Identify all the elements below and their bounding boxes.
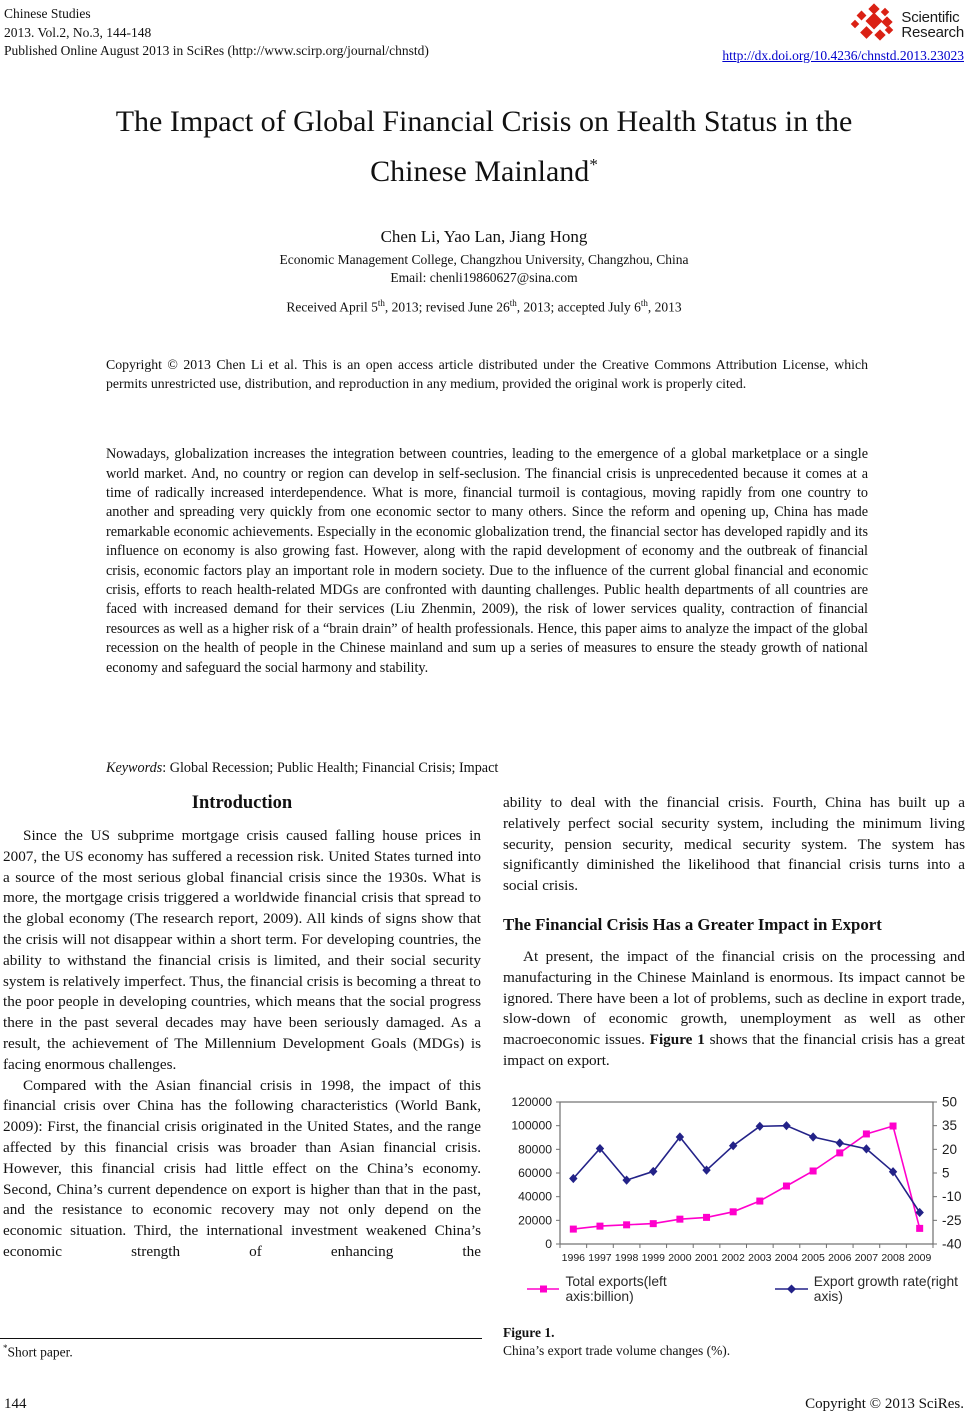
section-heading-export: The Financial Crisis Has a Greater Impact in Export [503, 914, 882, 934]
abstract: Nowadays, globalization increases the integration between countries, leading to the emergence of a global marketplace or a single world market. And, no country or region can develop in self-seclusion. The financial crisis is unprecedented because it comes at a time of radically increased interdependence. What is more, financial turmoil is contagious, moving rapidly from one country to another and spreading very quickly from one economic sector to many others. Since the reform and opening up, China has made remarkable economic achievements. Especially in the economic globalization trend, the financial sector has developed rapidly and its influence on economy is also growing fast. However, along with the rapid development of economy and the outbreak of financial crisis, economic factors play an important role in modern society. Due to the influence of the current global financial and economic crisis, efforts to reach health-related MDGs are confronted with daunting challenges. Public health departments of all countries are faced with increased demand for their services (Liu Zhenmin, 2009), the risk of lower services quality, contraction of financial resources as well as a higher risk of a “brain drain” of health professionals. Hence, this paper aims to analyze the impact of the global recession on the health of people in the Chinese mainland and sum up a series of measures to ensure the steady growth of national economy and safeguard the social harmony and stability. [106, 446, 868, 676]
svg-text:60000: 60000 [518, 1165, 552, 1180]
page-number: 144 [4, 1396, 27, 1412]
legend-item-growth-rate [775, 1274, 965, 1304]
figure-label: Figure 1. [503, 1324, 555, 1340]
export-paragraph: At present, the impact of the financial crisis on the processing and manufacturing in the Chinese Mainland is enormous. Its impact cannot be ignored. There have been a lot of problems, such as decline in export trade, slow-down of economic growth, unemployment as well as other macroeconomic issues. Figure 1 shows that the financial crisis has a great impact on export. [503, 947, 966, 1069]
svg-text:2002: 2002 [721, 1251, 745, 1264]
journal-published: Published Online August 2013 in SciRes (http://www.scirp.org/journal/chnstd) [4, 43, 429, 59]
logo-diamond [861, 26, 874, 39]
svg-text:1997: 1997 [588, 1251, 612, 1264]
title-footnote-marker: * [589, 155, 598, 174]
svg-text:2004: 2004 [774, 1251, 799, 1264]
svg-text:100000: 100000 [511, 1118, 552, 1133]
chart-legend [503, 1274, 965, 1304]
svg-text:50: 50 [942, 1094, 958, 1110]
page-footer [4, 1396, 964, 1413]
introduction-paragraph-1: Since the US subprime mortgage crisis caused falling house prices in 2007, the US economy has suffered a recession risk. United States turned into a source of the most serious global financial crisis since the 1930s. What is more, the mortgage crisis triggered a worldwide financial crisis that spread to the global economy (The research report, 2009). All kinds of signs show that the crisis will not disappear within a short term. For developing countries, the ability to withstand the financial crisis is limited, and their social security system is relatively imperfect. Thus, the financial crisis is becoming a threat to the poor people in developing countries, which means that the social progress there in the past several decades may have been seriously damaged. As a result, the achievement of The Millennium Development Goals (MDGs) is facing enormous challenges. [3, 827, 481, 1073]
svg-text:-25: -25 [942, 1212, 962, 1228]
email-line: Email: chenli19860627@sina.com [390, 270, 578, 285]
journal-header [4, 5, 964, 64]
logo-diamond [885, 26, 893, 34]
scientific-research-logo [852, 5, 896, 45]
svg-text:120000: 120000 [511, 1094, 552, 1109]
svg-text:20000: 20000 [518, 1213, 552, 1228]
left-column [3, 793, 481, 1263]
svg-text:20: 20 [942, 1141, 958, 1157]
svg-text:1999: 1999 [641, 1251, 665, 1264]
svg-text:5: 5 [942, 1165, 950, 1181]
svg-text:2008: 2008 [881, 1251, 905, 1264]
right-column [503, 793, 965, 1360]
legend-label-growth-rate: Export growth rate(right axis) [813, 1273, 958, 1304]
figure-reference: Figure 1 [649, 1031, 705, 1049]
journal-name: Chinese Studies [4, 6, 91, 21]
affiliation: Economic Management College, Changzhou University, Changzhou, China [279, 252, 689, 267]
svg-text:40000: 40000 [518, 1189, 552, 1204]
logo-diamond [851, 20, 859, 28]
legend-label-total-exports: Total exports(left axis:billion) [565, 1273, 667, 1304]
logo-diamond [857, 11, 867, 21]
svg-text:1998: 1998 [614, 1251, 639, 1264]
journal-issue: 2013. Vol.2, No.3, 144-148 [4, 24, 152, 40]
svg-text:35: 35 [942, 1117, 958, 1133]
journal-info [4, 5, 429, 64]
introduction-paragraph-2: Compared with the Asian financial crisis in 1998, the impact of this financial crisis over China has the following characteristics (World Bank, 2009): First, the financial crisis originated in the United States, and the range affected by this financial crisis was broader than Asian financial crisis. However, this financial crisis had little effect on the China’s economy. Second, China’s current dependence on export is higher than that in the past, and the resistance to economic recovery may not only depend on the economic situation. Third, the international investment weakened China’s economic strength of enhancing the [3, 1076, 481, 1260]
license-note: Copyright © 2013 Chen Li et al. This is an open access article distributed under the Creative Commons Attribution License, which permits unrestricted use, distribution, and reproduction in any medium, provided the original work is properly cited. [106, 356, 868, 392]
svg-text:-10: -10 [942, 1188, 962, 1204]
received-line: Received April 5th, 2013; revised June 26th, 2013; accepted July 6th, 2013 [286, 298, 682, 315]
svg-text:2007: 2007 [854, 1251, 879, 1264]
keywords-line: Keywords: Global Recession; Public Health; Financial Crisis; Impact [106, 760, 499, 777]
figure-1 [503, 1094, 965, 1360]
footer-copyright: Copyright © 2013 SciRes. [805, 1396, 964, 1412]
doi-link[interactable]: http://dx.doi.org/10.4236/chnstd.2013.23023 [722, 48, 964, 63]
svg-text:80000: 80000 [518, 1142, 552, 1157]
svg-text:2001: 2001 [694, 1251, 719, 1264]
svg-text:2006: 2006 [828, 1251, 852, 1264]
publisher-logo-row [722, 5, 964, 45]
svg-text:2000: 2000 [668, 1251, 692, 1264]
svg-text:2003: 2003 [748, 1251, 772, 1264]
figure1-chart-svg [503, 1094, 965, 1270]
publisher-name: Scientific Research [901, 8, 964, 41]
legend-swatch-total-exports [527, 1284, 559, 1294]
legend-item-total-exports [527, 1274, 713, 1304]
continuation-paragraph: ability to deal with the financial crisis. Fourth, China has built up a relatively perfect social security system, including the minimum living security, pension security, medical security system. The system has significantly diminished the likelihood that financial crisis turns into a social crisis. [503, 794, 965, 895]
section-heading-introduction: Introduction [191, 793, 293, 813]
publisher-block [722, 5, 964, 64]
svg-text:-40: -40 [942, 1236, 962, 1252]
svg-text:2005: 2005 [801, 1251, 825, 1264]
svg-text:2009: 2009 [907, 1251, 932, 1264]
legend-swatch-growth-rate [775, 1283, 807, 1295]
svg-text:0: 0 [545, 1236, 552, 1251]
logo-diamond [875, 29, 886, 40]
footnote-rule [0, 1338, 482, 1339]
logo-diamond [881, 8, 889, 16]
footnote: *Short paper. [3, 1343, 73, 1360]
figure-caption [503, 1324, 965, 1360]
figure-caption-text: China’s export trade volume changes (%). [503, 1342, 731, 1358]
svg-text:1996: 1996 [561, 1251, 586, 1264]
authors: Chen Li, Yao Lan, Jiang Hong [380, 227, 588, 246]
logo-diamond [866, 13, 883, 30]
paper-title: The Impact of Global Financial Crisis on Health Status in the Chinese Mainland* [115, 105, 853, 188]
keywords-label: Keywords [106, 760, 163, 777]
